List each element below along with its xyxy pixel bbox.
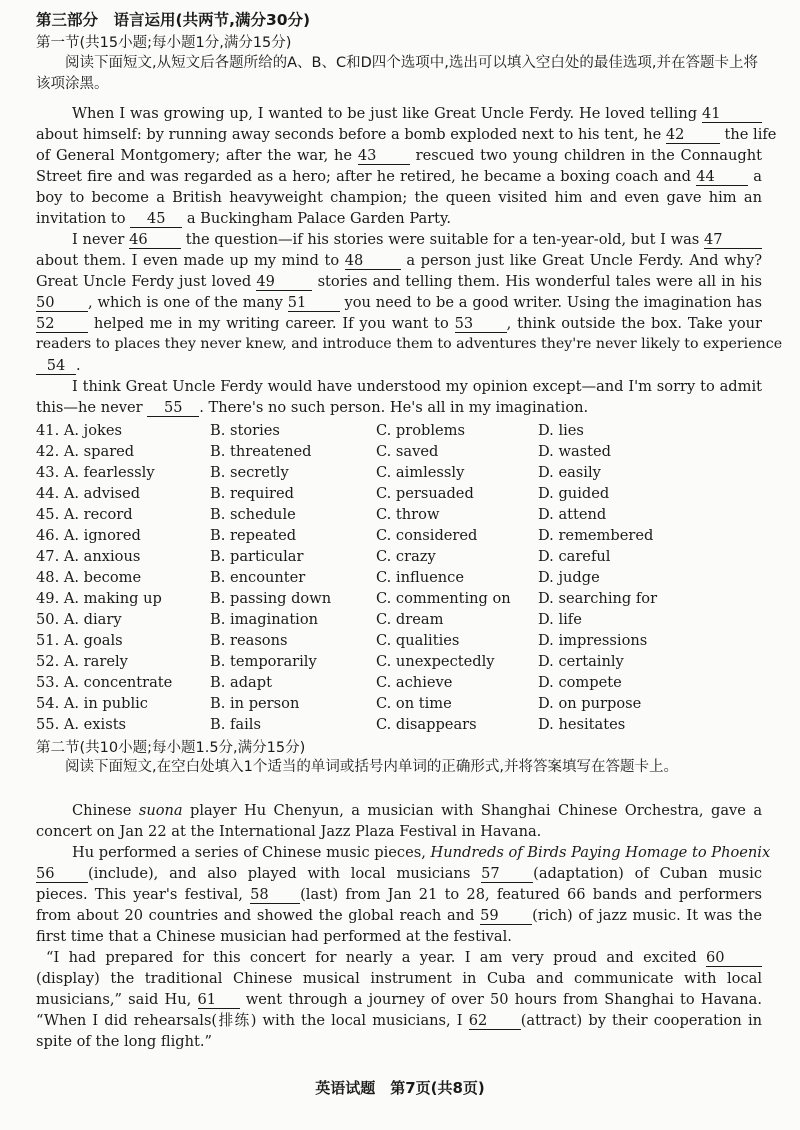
option-row-45 (36, 504, 766, 525)
option-48-c[interactable]: C. influence (376, 569, 464, 586)
passage2-line: first time that a Chinese musician had performed at the festival. (36, 928, 512, 945)
passage2-line: Chinese suona player Hu Chenyun, a musician with Shanghai Chinese Orchestra, gave a (72, 802, 763, 819)
blank-54: 54 (36, 357, 76, 375)
section1-title: 第一节(共15小题;每小题1分,满分15分) (36, 35, 292, 51)
option-46-c[interactable]: C. considered (376, 527, 478, 544)
option-43-a[interactable]: 43. A. fearlessly (36, 464, 155, 481)
passage1-line: 50 , which is one of the many 51 you need to be a good writer. Using the imagination has (36, 294, 762, 311)
part-title: 第三部分 语言运用(共两节,满分30分) (36, 11, 311, 29)
option-42-c[interactable]: C. saved (376, 443, 439, 460)
option-48-d[interactable]: D. judge (538, 569, 600, 586)
option-row-41 (36, 420, 766, 441)
passage1-line: I never 46 the question—if his stories were suitable for a ten-year-old, but I was 47 (72, 229, 762, 250)
section1-instruction: 阅读下面短文,从短文后各题所给的A、B、C和D四个选项中,选出可以填入空白处的最佳选项,并在答题卡上将该项涂黑。 (36, 55, 758, 92)
passage1-line: I think Great Uncle Ferdy would have understood my opinion except—and I'm sorry to admit (72, 378, 762, 395)
option-42-a[interactable]: 42. A. spared (36, 443, 135, 460)
blank-61: 61 (198, 991, 240, 1009)
option-52-c[interactable]: C. unexpectedly (376, 653, 495, 670)
page-footer: 英语试题 第7页(共8页) (315, 1079, 485, 1097)
passage2-line: 56 (include), and also played with local musicians 57 (adaptation) of Cuban music (36, 865, 763, 882)
option-55-c[interactable]: C. disappears (376, 716, 477, 733)
passage2-line: Hu performed a series of Chinese music pieces, Hundreds of Birds Paying Homage to Phoenix (72, 844, 771, 861)
option-42-d[interactable]: D. wasted (538, 443, 611, 460)
option-row-52 (36, 651, 766, 672)
option-49-d[interactable]: D. searching for (538, 590, 658, 607)
section2-instruction: 阅读下面短文,在空白处填入1个适当的单词或括号内单词的正确形式,并将答案填写在答题卡上。 (65, 759, 678, 775)
passage1-line: When I was growing up, I wanted to be just like Great Uncle Ferdy. He loved telling 41 (72, 103, 762, 124)
option-54-c[interactable]: C. on time (376, 695, 452, 712)
option-49-b[interactable]: B. passing down (210, 590, 332, 607)
passage1-line: this—he never 55 . There's no such person. He's all in my imagination. (36, 399, 589, 416)
option-row-54 (36, 693, 766, 714)
blank-47: 47 (704, 231, 762, 249)
blank-45: 45 (130, 210, 182, 228)
blank-57: 57 (481, 865, 533, 883)
option-43-b[interactable]: B. secretly (210, 464, 289, 481)
passage1-line: Great Uncle Ferdy just loved 49 stories and telling them. His wonderful tales were all in his (36, 273, 763, 290)
option-44-c[interactable]: C. persuaded (376, 485, 474, 502)
option-row-49 (36, 588, 766, 609)
passage2-line: pieces. This year's festival, 58 (last) from Jan 21 to 28, featured 66 bands and performers (36, 886, 762, 903)
blank-49: 49 (256, 273, 312, 291)
option-47-d[interactable]: D. careful (538, 548, 611, 565)
option-44-a[interactable]: 44. A. advised (36, 485, 141, 502)
passage1-line: 54 . (36, 355, 762, 376)
option-45-a[interactable]: 45. A. record (36, 506, 133, 523)
option-55-d[interactable]: D. hesitates (538, 716, 626, 733)
passage1-line: readers to places they never knew, and introduce them to adventures they're never likely to experience (36, 336, 783, 352)
passage2-line: musicians,” said Hu, 61 went through a journey of over 50 hours from Shanghai to Havana. (36, 991, 763, 1008)
option-54-d[interactable]: D. on purpose (538, 695, 642, 712)
passage2-line: concert on Jan 22 at the International Jazz Plaza Festival in Havana. (36, 823, 542, 840)
option-row-47 (36, 546, 766, 567)
option-50-a[interactable]: 50. A. diary (36, 611, 122, 628)
option-45-b[interactable]: B. schedule (210, 506, 296, 523)
option-row-53 (36, 672, 766, 693)
option-50-d[interactable]: D. life (538, 611, 582, 628)
option-52-b[interactable]: B. temporarily (210, 653, 317, 670)
option-47-b[interactable]: B. particular (210, 548, 304, 565)
option-51-d[interactable]: D. impressions (538, 632, 648, 649)
blank-59: 59 (480, 907, 532, 925)
option-41-a[interactable]: 41. A. jokes (36, 422, 122, 439)
option-row-51 (36, 630, 766, 651)
blank-51: 51 (288, 294, 340, 312)
option-50-c[interactable]: C. dream (376, 611, 444, 628)
option-55-b[interactable]: B. fails (210, 716, 261, 733)
option-49-c[interactable]: C. commenting on (376, 590, 511, 607)
option-44-b[interactable]: B. required (210, 485, 294, 502)
option-46-d[interactable]: D. remembered (538, 527, 654, 544)
option-row-55 (36, 714, 766, 735)
blank-62: 62 (469, 1012, 521, 1030)
blank-56: 56 (36, 865, 88, 883)
option-53-a[interactable]: 53. A. concentrate (36, 674, 173, 691)
passage1-line: of General Montgomery; after the war, he 43 rescued two young children in the Connaught (36, 147, 763, 164)
blank-60: 60 (706, 949, 762, 967)
option-47-a[interactable]: 47. A. anxious (36, 548, 141, 565)
passage1-line: invitation to 45 a Buckingham Palace Garden Party. (36, 210, 451, 227)
blank-52: 52 (36, 315, 88, 333)
passage1-line: about them. I even made up my mind to 48 a person just like Great Uncle Ferdy. And why? (36, 252, 763, 269)
blank-42: 42 (666, 126, 720, 144)
section2-title: 第二节(共10小题;每小题1.5分,满分15分) (36, 740, 306, 756)
blank-46: 46 (129, 231, 181, 249)
option-51-b[interactable]: B. reasons (210, 632, 288, 649)
passage2-line: from about 20 countries and showed the global reach and 59 (rich) of jazz music. It was the (36, 907, 762, 924)
blank-41: 41 (702, 105, 762, 123)
option-41-d[interactable]: D. lies (538, 422, 584, 439)
blank-58: 58 (250, 886, 300, 904)
option-row-42 (36, 441, 766, 462)
option-row-50 (36, 609, 766, 630)
option-51-c[interactable]: C. qualities (376, 632, 460, 649)
option-54-a[interactable]: 54. A. in public (36, 695, 148, 712)
passage1-line: boy to become a British heavyweight champion; the queen visited him and even gave him an (36, 189, 762, 206)
option-43-d[interactable]: D. easily (538, 464, 601, 481)
option-41-c[interactable]: C. problems (376, 422, 466, 439)
blank-53: 53 (455, 315, 507, 333)
option-52-a[interactable]: 52. A. rarely (36, 653, 128, 670)
option-48-b[interactable]: B. encounter (210, 569, 306, 586)
option-49-a[interactable]: 49. A. making up (36, 590, 162, 607)
option-row-46 (36, 525, 766, 546)
blank-43: 43 (358, 147, 410, 165)
option-45-d[interactable]: D. attend (538, 506, 607, 523)
option-44-d[interactable]: D. guided (538, 485, 610, 502)
passage1-line: about himself: by running away seconds before a bomb exploded next to his tent, he 42 the life (36, 126, 777, 143)
option-41-b[interactable]: B. stories (210, 422, 280, 439)
option-46-b[interactable]: B. repeated (210, 527, 297, 544)
option-51-a[interactable]: 51. A. goals (36, 632, 123, 649)
passage2-line: “When I did rehearsals(排练) with the local musicians, I 62 (attract) by their cooperation in (36, 1012, 763, 1029)
option-row-44 (36, 483, 766, 504)
option-42-b[interactable]: B. threatened (210, 443, 312, 460)
passage2-line: (display) the traditional Chinese musical instrument in Cuba and communicate with local (36, 970, 762, 987)
option-47-c[interactable]: C. crazy (376, 548, 436, 565)
blank-44: 44 (696, 168, 748, 186)
passage2-line: spite of the long flight.” (36, 1033, 212, 1050)
option-55-a[interactable]: 55. A. exists (36, 716, 127, 733)
option-48-a[interactable]: 48. A. become (36, 569, 142, 586)
option-row-48 (36, 567, 766, 588)
option-46-a[interactable]: 46. A. ignored (36, 527, 141, 544)
blank-50: 50 (36, 294, 88, 312)
passage1-line: 52 helped me in my writing career. If you want to 53 , think outside the box. Take your (36, 315, 763, 332)
option-50-b[interactable]: B. imagination (210, 611, 319, 628)
option-row-43 (36, 462, 766, 483)
passage1-line: Street fire and was regarded as a hero; after he retired, he became a boxing coach and 44 a (36, 168, 762, 185)
option-54-b[interactable]: B. in person (210, 695, 300, 712)
option-45-c[interactable]: C. throw (376, 506, 440, 523)
blank-55: 55 (147, 399, 199, 417)
option-53-b[interactable]: B. adapt (210, 674, 272, 691)
option-43-c[interactable]: C. aimlessly (376, 464, 465, 481)
option-53-c[interactable]: C. achieve (376, 674, 453, 691)
option-52-d[interactable]: D. certainly (538, 653, 624, 670)
option-53-d[interactable]: D. compete (538, 674, 622, 691)
blank-48: 48 (345, 252, 401, 270)
passage2-line: “I had prepared for this concert for nearly a year. I am very proud and excited 60 (46, 947, 762, 968)
